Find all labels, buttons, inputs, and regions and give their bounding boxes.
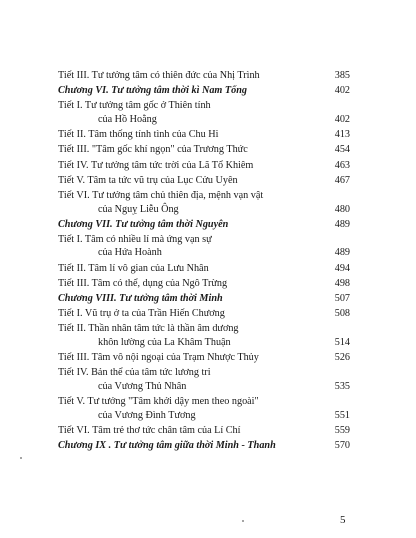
entry-title-continuation: của Vương Thủ Nhân: [98, 380, 187, 392]
toc-section-entry: [58, 277, 350, 291]
entry-title: [58, 143, 322, 157]
entry-title: [58, 99, 322, 126]
entry-title: [58, 233, 322, 260]
entry-title-continuation: của Vương Đình Tương: [98, 409, 196, 421]
entry-page-number: 402: [334, 113, 350, 125]
entry-title: [58, 218, 322, 232]
toc-section-entry: [58, 322, 350, 349]
entry-title: [58, 366, 322, 393]
entry-title: [58, 69, 322, 83]
entry-page-number: 467: [334, 174, 350, 186]
entry-title: [58, 174, 322, 188]
entry-title-line: Tiết IV. Bản thể của tâm tức lương tri: [58, 367, 211, 379]
entry-title: [58, 128, 322, 142]
entry-page-number: 454: [334, 144, 350, 156]
entry-title-line: Tiết III. "Tâm gốc khí ngọn" của Trương Thức: [58, 144, 248, 156]
toc-chapter-entry: [58, 292, 350, 306]
entry-page-number: 489: [334, 247, 350, 259]
entry-page-number: 526: [334, 352, 350, 364]
entry-title-line: Tiết II. Thần nhân tâm tức là thần âm dương: [58, 323, 239, 335]
entry-title: [58, 439, 322, 453]
entry-title-line: Tiết III. Tâm có thể, dụng của Ngô Trừng: [58, 277, 228, 289]
entry-title: [58, 262, 322, 276]
speck-mark: [20, 457, 22, 459]
entry-title-continuation: của Hứa Hoành: [98, 247, 162, 259]
toc-chapter-entry: [58, 439, 350, 453]
entry-page-number: 498: [334, 277, 350, 289]
toc-chapter-entry: [58, 218, 350, 232]
entry-title-line: Tiết VI. Tư tưởng tâm chủ thiên địa, mệnh vạn vật: [58, 189, 264, 201]
toc-section-entry: [58, 395, 350, 422]
entry-title-continuation: khôn lường của La Khâm Thuận: [98, 337, 231, 348]
entry-title-line: Tiết III. Tâm vô nội ngoại của Trạm Nhược Thủy: [58, 352, 259, 364]
entry-title-line: Tiết II. Tâm thống tính tình của Chu Hi: [58, 129, 219, 141]
entry-title: [58, 189, 322, 216]
toc-section-entry: [58, 233, 350, 260]
entry-page-number: 494: [334, 262, 350, 274]
entry-page-number: 508: [334, 308, 350, 320]
toc-section-entry: [58, 128, 350, 142]
entry-title: [58, 159, 322, 173]
entry-title: [58, 395, 322, 422]
entry-page-number: 413: [334, 129, 350, 141]
toc-section-entry: [58, 159, 350, 173]
entry-title: [58, 84, 322, 98]
page-number: 5: [340, 514, 346, 526]
entry-title: [58, 351, 322, 365]
entry-page-number: 535: [334, 380, 350, 392]
toc-section-entry: [58, 69, 350, 83]
entry-title-line: Tiết VI. Tâm trẻ thơ tức chân tâm của Lí Chí: [58, 424, 241, 436]
entry-title-line: Chương IX . Tư tưởng tâm giữa thời Minh - Thanh: [58, 440, 276, 452]
entry-title-line: Tiết I. Vũ trụ ở ta của Trần Hiến Chương: [58, 308, 225, 320]
entry-page-number: 507: [334, 293, 350, 305]
entry-page-number: 385: [334, 70, 350, 81]
toc-section-entry: [58, 262, 350, 276]
toc-section-entry: [58, 351, 350, 365]
entry-title-line: Tiết III. Tư tưởng tâm có thiên đức của Nhị Trình: [58, 70, 260, 81]
entry-page-number: 402: [334, 85, 350, 97]
toc-section-entry: [58, 307, 350, 321]
entry-title: [58, 322, 322, 349]
entry-title-line: Chương VI. Tư tưởng tâm thời kì Nam Tống: [58, 85, 247, 97]
table-of-contents: [58, 69, 350, 454]
entry-title-line: Tiết I. Tâm có nhiều lí mà ứng vạn sự: [58, 233, 212, 245]
entry-title: [58, 277, 322, 291]
entry-title: [58, 292, 322, 306]
entry-title: [58, 307, 322, 321]
entry-page-number: 514: [334, 337, 350, 348]
entry-page-number: 551: [334, 409, 350, 421]
entry-page-number: 480: [334, 203, 350, 215]
toc-section-entry: [58, 99, 350, 126]
entry-page-number: 463: [334, 159, 350, 171]
entry-title-line: Tiết IV. Tư tưởng tâm tức trời của Lã Tổ Khiêm: [58, 159, 254, 171]
entry-title-line: Tiết V. Tư tưởng "Tâm khởi dậy men theo ngoài": [58, 396, 259, 408]
toc-section-entry: [58, 174, 350, 188]
toc-section-entry: [58, 424, 350, 438]
entry-title-continuation: của Nguỵ Liễu Ông: [98, 203, 179, 215]
toc-section-entry: [58, 366, 350, 393]
entry-title: [58, 424, 322, 438]
toc-section-entry: [58, 143, 350, 157]
entry-title-line: Chương VIII. Tư tưởng tâm thời Minh: [58, 293, 223, 305]
toc-section-entry: [58, 189, 350, 216]
speck-mark: [242, 520, 244, 522]
entry-page-number: 559: [334, 424, 350, 436]
entry-title-line: Tiết V. Tâm ta tức vũ trụ của Lục Cửu Uyên: [58, 174, 238, 186]
entry-title-line: Tiết I. Tư tưởng tâm gốc ở Thiên tính: [58, 100, 211, 112]
entry-title-line: Chương VII. Tư tưởng tâm thời Nguyên: [58, 218, 229, 230]
entry-page-number: 489: [334, 218, 350, 230]
toc-chapter-entry: [58, 84, 350, 98]
entry-title-continuation: của Hồ Hoằng: [98, 113, 157, 125]
entry-page-number: 570: [334, 440, 350, 452]
entry-title-line: Tiết II. Tâm lí vô gian của Lưu Nhân: [58, 262, 209, 274]
